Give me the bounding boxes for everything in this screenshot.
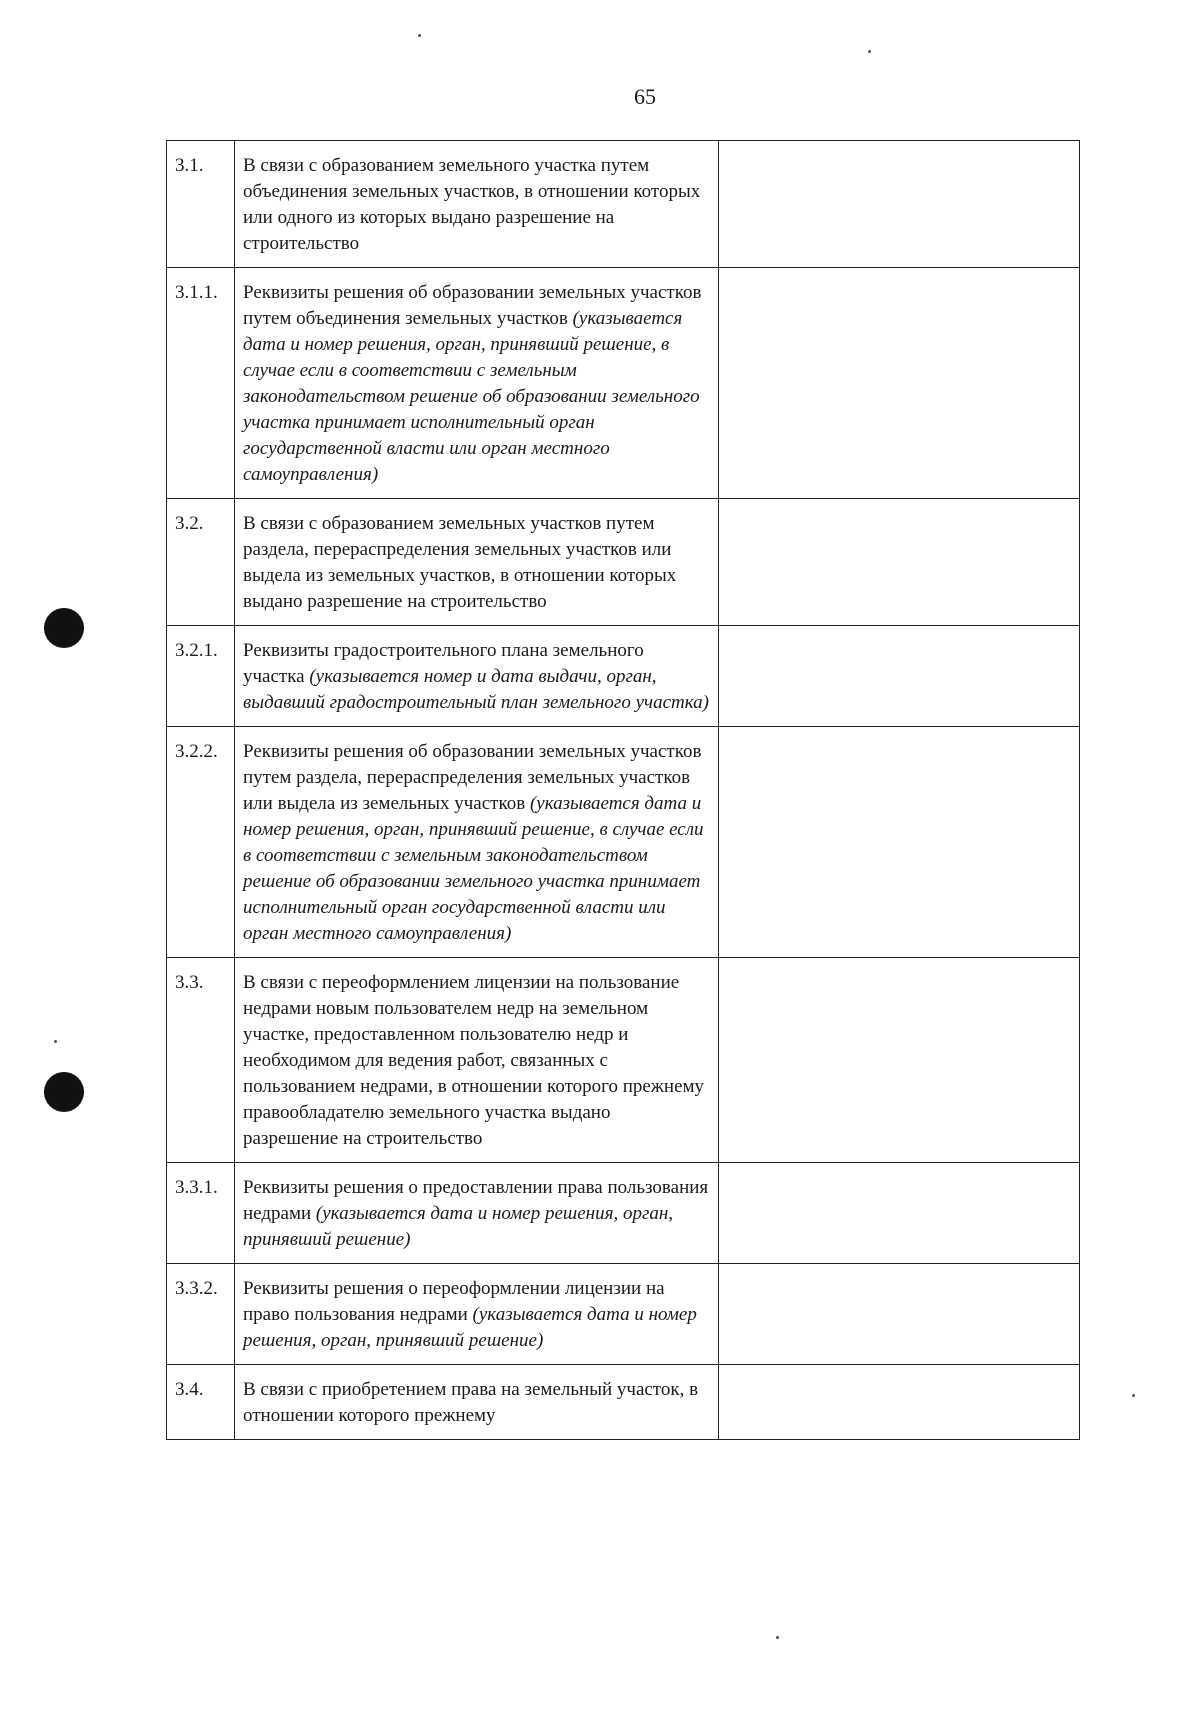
table-row — [167, 1365, 1080, 1440]
table-row — [167, 1163, 1080, 1264]
table-row — [167, 626, 1080, 727]
row-description — [235, 1264, 719, 1365]
row-description — [235, 958, 719, 1163]
row-number: 3.3.2. — [167, 1264, 235, 1365]
row-text: В связи с переоформлением лицензии на пользование недрами новым пользователем недр на земельном участке, предоставленном пользователю недр и необходимом для ведения работ, связанных с пользованием недрами, в отношении которого прежнему правообладателю земельного участка выдано разрешение на строительство — [243, 972, 705, 1149]
row-number: 3.1.1. — [167, 268, 235, 499]
table-row — [167, 1264, 1080, 1365]
table-row — [167, 727, 1080, 958]
row-number: 3.4. — [167, 1365, 235, 1440]
punch-hole-mark — [44, 1072, 84, 1112]
punch-hole-mark — [44, 608, 84, 648]
row-value-field[interactable] — [719, 1163, 1080, 1264]
scan-speck — [1132, 1394, 1135, 1397]
table-row — [167, 958, 1080, 1163]
row-number: 3.2. — [167, 499, 235, 626]
page-number: 65 — [634, 84, 656, 109]
row-number: 3.2.2. — [167, 727, 235, 958]
row-value-field[interactable] — [719, 1264, 1080, 1365]
row-description — [235, 499, 719, 626]
permit-details-table — [166, 140, 1080, 1440]
row-value-field[interactable] — [719, 727, 1080, 958]
row-text: Реквизиты решения о переоформлении лицензии на право пользования недрами — [243, 1278, 665, 1325]
row-text: Реквизиты градостроительного плана земельного участка — [243, 640, 644, 687]
row-text: В связи с образованием земельных участков путем раздела, перераспределения земельных участков или выдела из земельных участков, в отношении которых выдано разрешение на строительство — [243, 513, 677, 612]
row-text: Реквизиты решения об образовании земельных участков путем раздела, перераспределения земельных участков или выдела из земельных участков — [243, 741, 702, 814]
table-body — [167, 141, 1080, 1440]
row-description — [235, 141, 719, 268]
row-description — [235, 1163, 719, 1264]
row-note: (указывается дата и номер решения, орган, принявший решение) — [243, 1304, 697, 1351]
row-text: Реквизиты решения о предоставлении права пользования недрами — [243, 1177, 709, 1224]
row-value-field[interactable] — [719, 958, 1080, 1163]
row-value-field[interactable] — [719, 1365, 1080, 1440]
row-text: В связи с приобретением права на земельный участок, в отношении которого прежнему — [243, 1379, 699, 1426]
row-description — [235, 1365, 719, 1440]
table-row — [167, 499, 1080, 626]
row-value-field[interactable] — [719, 268, 1080, 499]
row-description — [235, 727, 719, 958]
table-row — [167, 268, 1080, 499]
row-note: (указывается дата и номер решения, орган, принявший решение, в случае если в соответствии с земельным законодательством решение об образовании земельного участка принимает исполнительный орган государственной власти или орган местного самоуправления) — [243, 793, 704, 944]
row-number: 3.1. — [167, 141, 235, 268]
scan-speck — [54, 1040, 57, 1043]
row-text: В связи с образованием земельного участка путем объединения земельных участков, в отношении которых или одного из которых выдано разрешение на строительство — [243, 155, 701, 254]
row-number: 3.2.1. — [167, 626, 235, 727]
scan-speck — [776, 1636, 779, 1639]
row-text: Реквизиты решения об образовании земельных участков путем объединения земельных участков — [243, 282, 702, 329]
scan-speck — [418, 34, 421, 37]
row-number: 3.3. — [167, 958, 235, 1163]
row-note: (указывается дата и номер решения, орган, принявший решение) — [243, 1203, 674, 1250]
row-value-field[interactable] — [719, 499, 1080, 626]
row-note: (указывается дата и номер решения, орган, принявший решение, в случае если в соответствии с земельным законодательством решение об образовании земельного участка принимает исполнительный орган государственной власти или орган местного самоуправления) — [243, 308, 700, 485]
row-note: (указывается номер и дата выдачи, орган, выдавший градостроительный план земельного участка) — [243, 666, 709, 713]
table-row — [167, 141, 1080, 268]
scan-speck — [868, 50, 871, 53]
row-value-field[interactable] — [719, 626, 1080, 727]
row-value-field[interactable] — [719, 141, 1080, 268]
row-number: 3.3.1. — [167, 1163, 235, 1264]
row-description — [235, 626, 719, 727]
row-description — [235, 268, 719, 499]
